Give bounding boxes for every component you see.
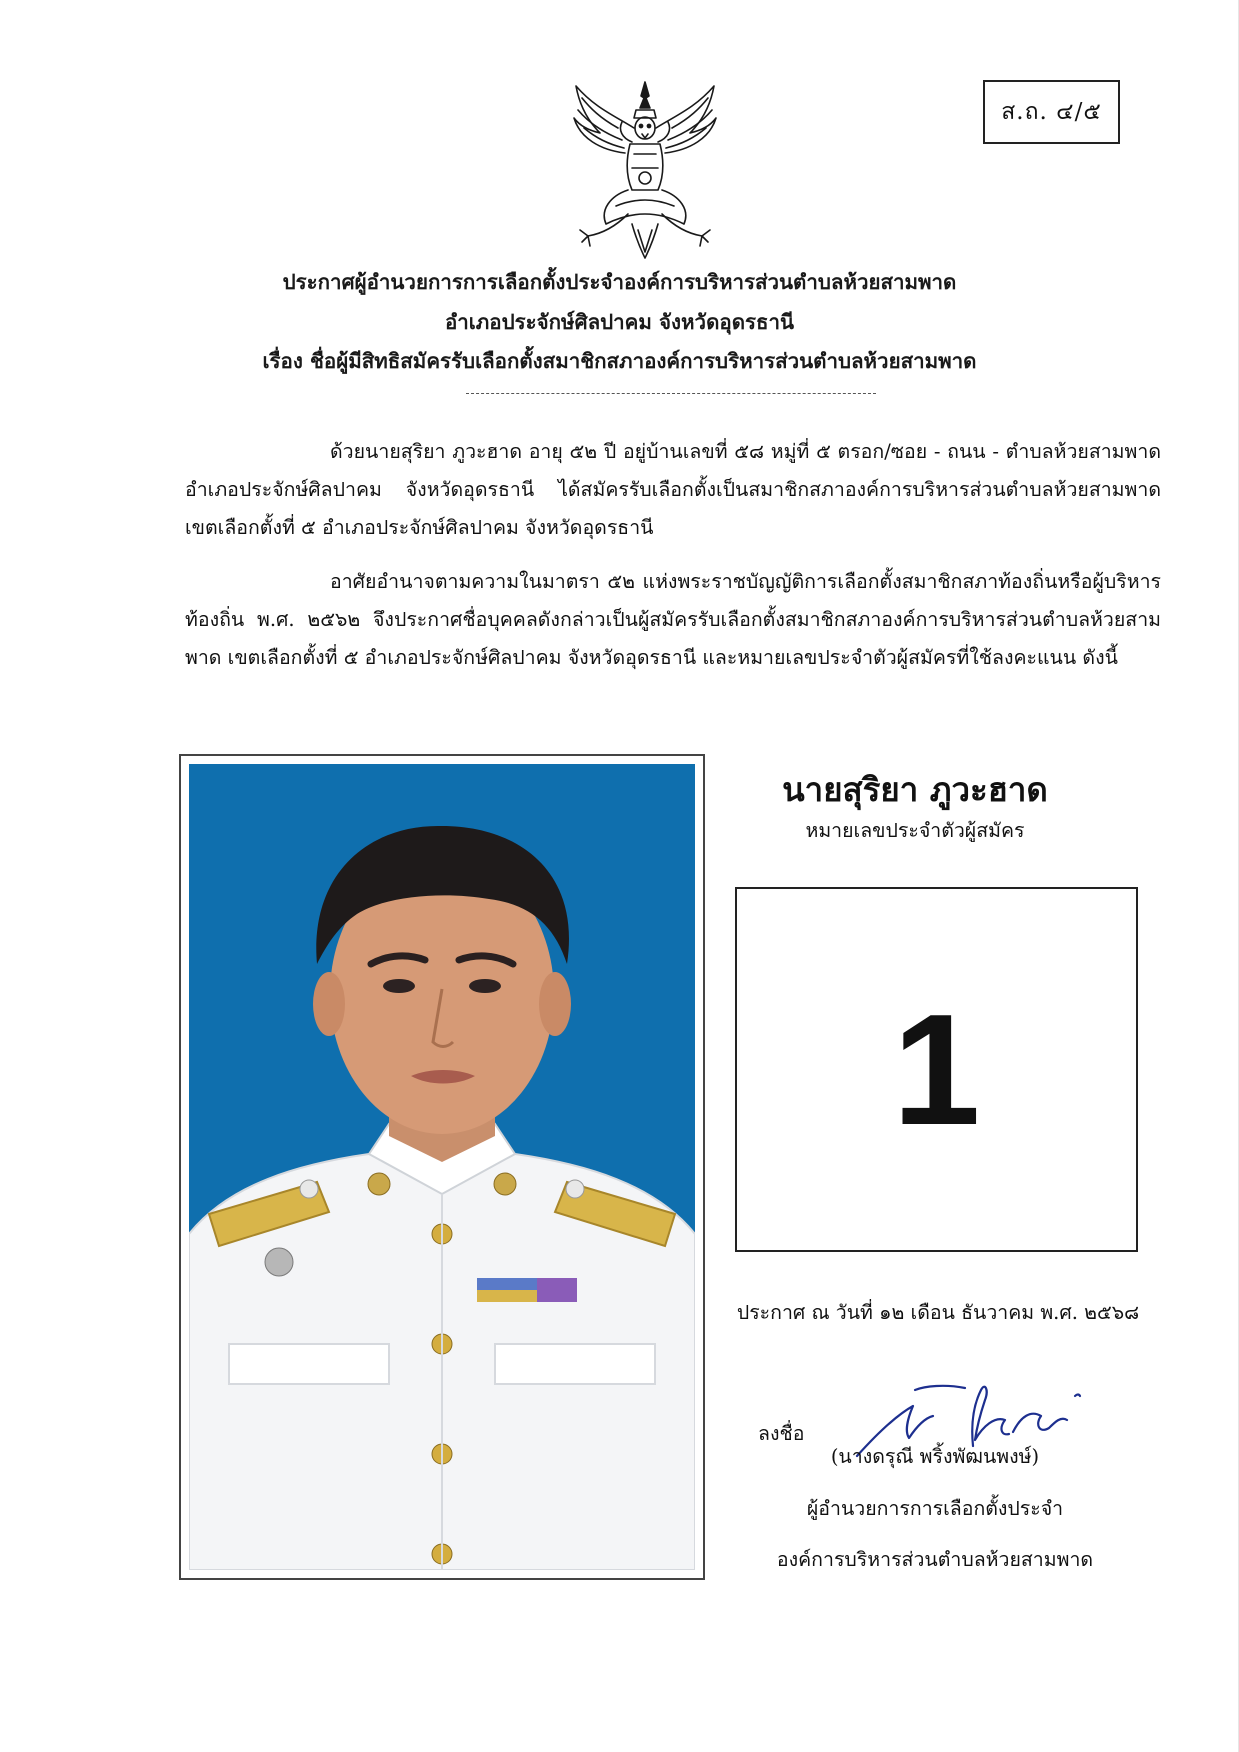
- form-code: ส.ถ. ๔/๕: [1001, 99, 1102, 125]
- heading-divider: [466, 393, 876, 394]
- signature-label: ลงชื่อ: [758, 1422, 805, 1445]
- heading-line-2: อำเภอประจักษ์ศิลปาคม จังหวัดอุดรธานี: [444, 310, 795, 334]
- candidate-number-box: [735, 887, 1138, 1252]
- signer-title-line-1: ผู้อำนวยการการเลือกตั้งประจำ: [806, 1497, 1064, 1520]
- signer-name: (นางดรุณี พริ้งพัฒนพงษ์): [830, 1445, 1040, 1468]
- garuda-emblem-icon: [570, 78, 720, 261]
- signer-title-line-2: องค์การบริหารส่วนตำบลห้วยสามพาด: [776, 1548, 1094, 1571]
- heading-line-1: ประกาศผู้อำนวยการการเลือกตั้งประจำองค์การบริหารส่วนตำบลห้วยสามพาด: [282, 270, 957, 294]
- candidate-number: 1: [892, 981, 981, 1158]
- body-paragraph-2: อาศัยอำนาจตามความในมาตรา ๕๒ แห่งพระราชบัญญัติการเลือกตั้งสมาชิกสภาท้องถิ่นหรือผู้บริหารท้องถิ่น พ.ศ. ๒๕๖๒ จึงประกาศชื่อบุคคลดังกล่าวเป็นผู้สมัครรับเลือกตั้งสมาชิกสภาองค์การบริหารส่วนตำบลห้วยสามพาด เขตเลือกตั้งที่ ๕ อำเภอประจักษ์ศิลปาคม จังหวัดอุดรธานี และหมายเลขประจำตัวผู้สมัครที่ใช้ลงคะแนน ดังนี้: [185, 570, 1161, 669]
- form-code-box: [983, 80, 1120, 144]
- candidate-name: นายสุริยา ภูวะฮาด: [782, 770, 1048, 809]
- body-paragraph-1: ด้วยนายสุริยา ภูวะฮาด อายุ ๕๒ ปี อยู่บ้านเลขที่ ๕๘ หมู่ที่ ๕ ตรอก/ซอย - ถนน - ตำบลห้วยสามพาด อำเภอประจักษ์ศิลปาคม จังหวัดอุดรธานี ได้สมัครรับเลือกตั้งเป็นสมาชิกสภาองค์การบริหารส่วนตำบลห้วยสามพาด เขตเลือกตั้งที่ ๕ อำเภอประจักษ์ศิลปาคม จังหวัดอุดรธานี: [185, 440, 1161, 539]
- announcement-date: ประกาศ ณ วันที่ ๑๒ เดือน ธันวาคม พ.ศ. ๒๕๖๘: [736, 1301, 1140, 1324]
- candidate-number-label: หมายเลขประจำตัวผู้สมัคร: [805, 819, 1025, 842]
- candidate-photo: [189, 764, 695, 1570]
- heading-subject: เรื่อง ชื่อผู้มีสิทธิสมัครรับเลือกตั้งสมาชิกสภาองค์การบริหารส่วนตำบลห้วยสามพาด: [262, 349, 977, 373]
- candidate-photo-frame: [179, 754, 705, 1580]
